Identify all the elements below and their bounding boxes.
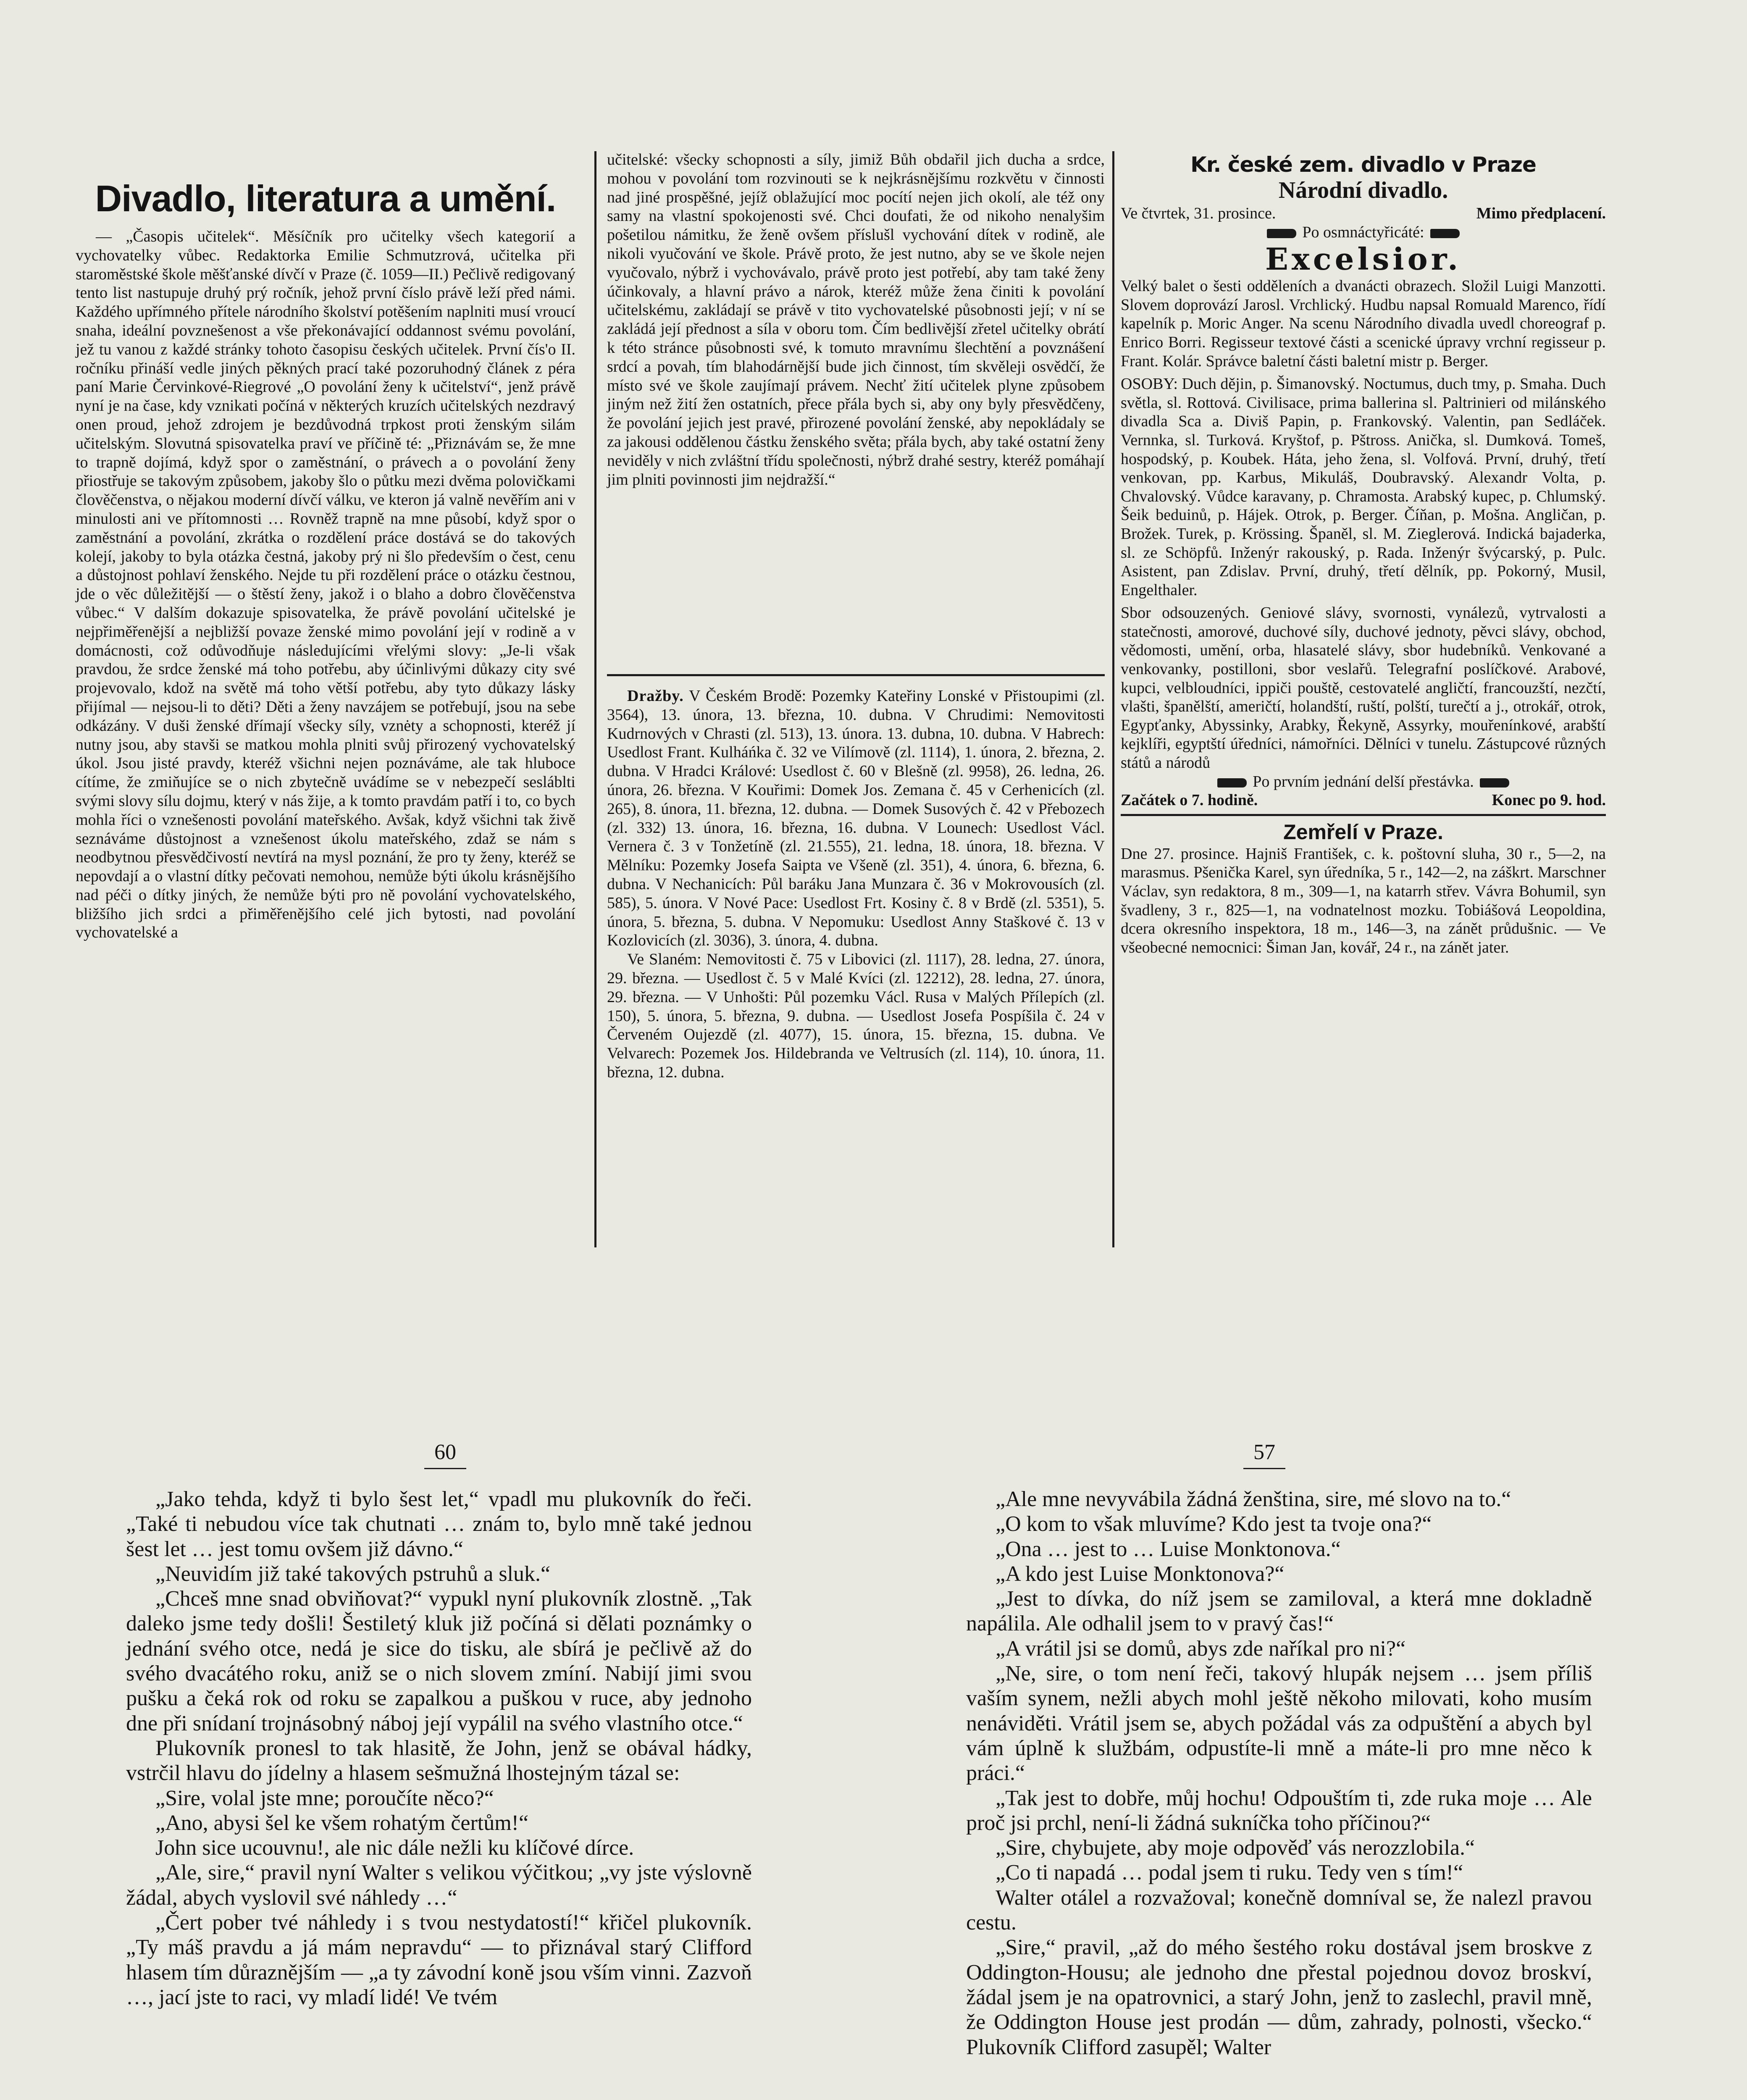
book-paragraph: „Sire,“ pravil, „až do mého šestého roku dostával jsem broskve z Oddington-Housu; ale jednoho dne přestal pojednou dovoz broskví, žádal jsem je na opatrovnici, a starý John, jenž to zaslechl, pravil mně, že Oddington House jest prodán — dům, zahrady, polnosti, všecko.“ Plukovník Clifford zasupěl; Walter [966,1935,1592,2059]
book-paragraph: „Ano, abysi šel ke všem rohatým čertům!“ [155,1811,529,1835]
left-book-page [126,1487,752,2010]
book-paragraph: „Tak jest to dobře, můj hochu! Odpouštím ti, zde ruka moje … Ale proč jsi prchl, není-li žádná sukníčka toho příčinou?“ [966,1786,1592,1835]
right-page-rule [1243,1468,1285,1469]
book-paragraph: „Ale, sire,“ pravil nyní Walter s velikou výčitkou; „vy jste výslovně žádal, abych vyslovil své náhledy …“ [126,1861,752,1910]
book-paragraph: „Neuvidím již také takových pstruhů a sluk.“ [155,1562,551,1586]
premiere-line [1121,223,1606,242]
book-paragraph: „Sire, volal jste mne; poroučíte něco?“ [155,1786,494,1810]
book-paragraph: „Co ti napadá … podal jsem ti ruku. Tedy ven s tím!“ [996,1861,1463,1885]
book-paragraph: „Sire, chybujete, aby moje odpověď vás nerozzlobila.“ [996,1836,1475,1860]
auctions-text: V Českém Brodě: Pozemky Kateřiny Lonské v Přistoupimi (zl. 3564), 13. února, 13. března, 10. dubna. V Chrudimi: Nemovitosti Kudrnových v Chrasti (zl. 513), 13. února. 13. dubna, 10. dubna. V Habrech: Usedlost Frant. Kulháńka č. 32 ve Vilímově (zl. 1114), 1. února, 2. března, 2. dubna. V Hradci Králové: Usedlost č. 60 v Blešně (zl. 9958), 26. ledna, 26. února, 26. března. V Kouřimi: Domek Jos. Zemana č. 45 v Cerhenicích (zl. 265), 8. února, 11. března, 12. dubna. — Domek Susových č. 42 v Přebozech (zl. 332) 13. února, 16. března, 16. dubna. V Lounech: Usedlost Václ. Vernera č. 3 v Tonžetíně (zl. 21.555), 21. ledna, 18. února, 18. března. V Mělníku: Pozemky Josefa Saipta ve Všeně (zl. 351), 4. února, 6. března, 6. dubna. V Nechanicích: Půl baráku Jana Munzara č. 36 v Mokrovousích (zl. 585), 5. února. V Nové Pace: Usedlost Frt. Kosiny č. 8 v Brdě (zl. 5351), 5. února, 5. března, 5. dubna. V Nepomuku: Usedlost Anny Staškové č. 13 v Kozlovicích (zl. 3036), 3. února, 4. dubna. [607,687,1105,950]
right-column [1121,150,1606,957]
book-paragraph: „A vrátil jsi se domů, abys zde naříkal pro ni?“ [996,1636,1406,1661]
book-paragraph: „Jest to dívka, do níž jsem se zamiloval, a která mne dokladně napálila. Ale odhalil jsem to v pravý čas!“ [966,1587,1592,1636]
section-heading: Divadlo, literatura a umění. [95,178,556,219]
performance-info [1121,204,1606,223]
book-paragraph: „Chceš mne snad obviňovat?“ vypukl nyní plukovník zlostně. „Tak daleko jsme tedy došli! Šestiletý kluk již počíná si dělati poznámky o jednání svého otce, nedá je sice do tisku, ale sbírá je pečlivě až do svého dvacátého roku, aniž se o nich slovem zmíní. Nabijí jimi svou pušku a čeká rok od roku se zapalkou a puškou v ruce, aby jednoho dne při snídaní trojnásobný náboj její vypálil na svého vlastního otce.“ [126,1587,752,1735]
deaths-heading: Zemřelí v Praze. [1283,820,1443,844]
play-chorus: Sbor odsouzených. Geniové slávy, svornosti, vynálezů, vytrvalosti a statečnosti, amorové, duchové síly, duchové jednoty, pěvci slávy, obchod, vědomosti, umění, orba, hlasatelé slávy, sbor hudebníků. Venkované a venkovanky, postilloni, sbor veslařů. Telegrafní poslíčkové. Arabové, kupci, velbloudníci, ippiči pouště, cestovatelé angličtí, francouzští, nezčtí, vlašti, španělští, američtí, holandští, ruští, polští, turečtí a j., otrokář, otrok, Egypťanky, Abyssinky, Arabky, Řekyně, Assyrky, mouřenínkové, arabští kejklíři, egyptští úředníci, námořníci. Dělníci v tunelu. Zástupcové různých států a národů [1121,604,1606,772]
theatre-header: Kr. české zem. divadlo v Praze [1190,152,1536,177]
pointing-hand-icon [1267,229,1296,238]
pointing-hand-icon [1217,778,1247,788]
book-paragraph: John sice ucouvnu!, ale nic dále nežli ku klíčové dírce. [155,1836,634,1860]
auctions-text-2: Ve Slaném: Nemovitosti č. 75 v Libovici (zl. 1117), 28. ledna, 27. února, 29. března. — Usedlost č. 5 v Malé Kvíci (zl. 12212), 28. ledna, 27. února, 29. března. — V Unhošti: Půl pozemku Václ. Rusa v Malých Přílepích (zl. 150), 5. února, 5. března, 9. dubna. — Usedlost Josefa Pospíšila č. 24 v Červeném Oujezdě (zl. 4077), 15. února, 15. března, 15. dubna. Ve Velvarech: Pozemek Jos. Hildebranda ve Veltrusích (zl. 114), 10. února, 11. března, 12. dubna. [607,950,1105,1081]
book-paragraph: „O kom to však mluvíme? Kdo jest ta tvoje ona?“ [996,1512,1432,1536]
auctions-section [607,687,1105,1082]
deaths-text: Dne 27. prosince. Hajniš František, c. k. poštovní sluha, 30 r., 5—2, na marasmus. Pšenička Karel, syn úředníka, 5 r., 142—2, na záškrt. Marschner Václav, syn redaktora, 8 m., 309—1, na katarrh střev. Vávra Bohumil, syn švadleny, 3 r., 825—1, na vodnatelnost mozku. Tobiášová Leopoldina, dcera okresního inspektora, 18 m., 146—3, na zánět průdušnic. — Ve všeobecné nemocnici: Šiman Jan, kovář, 24 r., na zánět jater. [1121,845,1606,956]
right-book-page [966,1487,1592,2060]
pointing-hand-icon [1430,229,1460,238]
article-continuation: učitelské: všecky schopnosti a síly, jimiž Bůh obdařil jich ducha a srdce, mohou v povolání tom rozvinouti se k nejkrásnějšímu rozkvětu v činnosti nad jiné prospěšné, jejíž oblažující moc pocítí nejen jich okolí, ale též ony samy na vlastní spokojenosti své. Chci doufati, že od nikoho nenalyšim pošetilou námitku, že ženě ovšem příslušl vychování dítek v rodině, ale nikoli vyučování ve škole. Právě proto, že jest nutno, aby se ve škole nejen vyučovalo, nýbrž i vychovávalo, právě proto jest potřebí, aby tam také ženy účinkovaly, a hlavní právo a nárok, kteréž může žena činiti k povolání učitelskému, zakládají se právě v tito vychovatelské působnosti její; v ní se zakládá její přednost a síla v oboru tom. Čím bedlivější zřetel učitelky obrátí k této stránce působnosti své, k tomuto mravnímu šlechtění a povznášení srdcí a povah, tím blahodárnější bude jich činnost, tím skvěleji osvědčí, že místo své ve škole zaujímají právem. Nechť žití učitelek plyne způsobem jiným než žití žen ostatních, přece přála bych si, aby ony byly přesvědčeny, že povolání jejich jest pravé, přirozené povolání ženské, aby nepokládaly se za jakousi oddělenou částku ženského světa; přála bych, aby také ostatní ženy neviděly v nich zvláštní třídu společnosti, nýbrž drahé sestry, kteréž pomáhají jim plniti povinnosti jim nejdražší.“ [607,151,1105,488]
play-title: Excelsior. [1265,241,1462,277]
auctions-heading: Dražby. [627,687,684,705]
left-page-number: 60 [434,1440,456,1464]
intermission-note: Po prvním jednání delší přestávka. [1253,772,1474,790]
book-paragraph: „Čert pober tvé náhledy i s tvou nestydatostí!“ křičel plukovník. „Ty máš pravdu a já mám nepravdu“ — to přiznával starý Clifford hlasem tím důraznějším — „a ty závodní koně jsou vším vinni. Zazvoň …, jací jste to raci, vy mladí lidé! Ve tvém [126,1911,752,2009]
middle-column [607,150,1105,489]
theatre-name: Národní divadlo. [1278,177,1448,203]
book-paragraph: Plukovník pronesl to tak hlasitě, že John, jenž se obával hádky, vstrčil hlavu do jídelny a hlasem sešmužná lhostejným tázal se: [126,1736,752,1785]
start-time: Začátek o 7. hodině. [1121,791,1258,809]
book-paragraph: „Ne, sire, o tom není řeči, takový hlupák nejsem … jsem příliš vaším synem, nežli abych mohl ještě někoho milovati, koho musím nenáviděti. Vrátil jsem se, abych požádal vás za odpuštění a abych byl vám úplně k službám, odpustíte-li mně a máte-li pro mne něco k práci.“ [966,1662,1592,1785]
intermission-line [1121,772,1606,791]
start-end-times [1121,791,1606,810]
performance-date: Ve čtvrtek, 31. prosince. [1121,205,1276,222]
right-page-number: 57 [1253,1440,1275,1464]
book-paragraph: „Jako tehda, když ti bylo šest let,“ vpadl mu plukovník do řeči. „Také ti nebudou více tak chutnati … znám to, bylo mně také jednou šest let … jest tomu ovšem již dávno.“ [126,1487,752,1561]
column-rule-1 [594,151,596,1247]
left-column [76,178,575,942]
book-paragraph: „A kdo jest Luise Monktonova?“ [996,1562,1285,1586]
book-paragraph: Walter otálel a rozvažoval; konečně domníval se, že nalezl pravou cestu. [966,1885,1592,1935]
theatre-rule [1121,814,1606,816]
auctions-rule [607,674,1105,676]
premiere-note: Po osmnáctyřicáté: [1302,223,1424,241]
column-rule-2 [1112,151,1114,1247]
play-description: Velký balet o šesti odděleních a dvanácti obrazech. Složil Luigi Manzotti. Slovem doprovází Jarosl. Vrchlický. Hudbu napsal Romuald Marenco, řídí kapelník p. Moric Anger. Na scenu Národního divadla uvedl choreograf p. Enrico Borri. Regisseur textové části a scenické úpravy vrchní regisseur p. Frant. Kolár. Správce baletní části baletní mistr p. Berger. [1121,277,1606,370]
pointing-hand-icon [1480,778,1509,788]
subscription-note: Mimo předplacení. [1476,205,1606,222]
book-paragraph: „Ale mne nevyvábila žádná ženština, sire, mé slovo na to.“ [996,1487,1511,1511]
book-paragraph: „Ona … jest to … Luise Monktonova.“ [996,1537,1341,1561]
left-page-rule [424,1468,466,1469]
play-cast: OSOBY: Duch dějin, p. Šimanovský. Noctumus, duch tmy, p. Smaha. Duch světla, sl. Rottová. Civilisace, prima ballerina sl. Paltrinieri od milánského divadla Sca a. Diviš Papin, p. Frankovský. Valentin, pan Sedláček. Vernnka, sl. Turková. Kryštof, p. Pštross. Anička, sl. Dumková. Tomeš, hospodský, p. Koubek. Háta, jeho žena, sl. Volfová. První, druhý, třetí venkovan, pp. Karbus, Mikuláš, Doubravský. Alexandr Volta, p. Chvalovský. Vůdce karavany, p. Chramosta. Arabský kupec, p. Chlumský. Šeik beduinů, p. Hájek. Otrok, p. Berger. Číňan, p. Mošna. Angličan, p. Brožek. Turek, p. Krössing. Španěl, sl. M. Zieglerová. Indická bajaderka, sl. ze Schöpfů. Inženýr rakouský, p. Rada. Inženýr švýcarský, p. Pulc. Asistent, pan Zdislav. První, druhý, třetí dělník, pp. Pokorný, Musil, Engelthaler. [1121,375,1606,599]
end-time: Konec po 9. hod. [1492,791,1606,809]
article-paragraph: — „Časopis učitelek“. Měsíčník pro učitelky všech kategorií a vychovatelky vůbec. Redaktorka Emilie Schmutzrová, učitelka při staroměstské škole měšťanské dívčí v Praze (č. 1059—II.) Pečlivě redigovaný tento list nastupuje druhý prý ročník, jehož první číslo právě leží před námi. Každého upřímného přítele národního školství potěšením naplniti musí vroucí snaha, ideální povznešenost a vše překonávající oddannost svému povolání, jež tu vanou z každé stránky tohoto časopisu českých učitelek. První čís'o II. ročníku přináší vedle jiných pěkných prací také pozoruhodný článek z péra paní Marie Červinkové-Riegrové „O povolání ženy k učitelství“, jenž právě nyní je na čase, kdy vznikati počíná v některých kruzích učitelských nezdravý onen proud, jehož zdrojem je bezdůvodná trpkost proti ženským silám učitelským. Slovutná spisovatelka praví ve příčině té: „Přiznávám se, že mne to trapně dojímá, když spor o zaměstnání, o právech a o povolání ženy přiostřuje se takovým způsobem, jakoby šlo o půtku mezi dvěma polovičkami člověčenstva, o nějakou moderní dívčí válku, ve kteron já valně nevěřím ani v minulosti ani ve přítomnosti … Rovněž trapně na mne působí, když spor o zaměstnání a povolání, zkrátka o rozdělení práce dostává se do takových kolejí, jakoby to byla otázka čestná, jakoby prý ni šlo především o čest, cenu a důstojnost pohlaví ženského. Nejde tu při rozdělení práce o otázku čestnou, jde o věc důležitější — o štěstí ženy, jakož i o blaho a dobro člověčenstva vůbec.“ V dalším dokazuje spisovatelka, že právě povolání učitelské je nejpřiměřenější a nejbližší povaze ženské mimo povolání její v rodině a v domácnosti, což odůvodňuje následujícími vřelými slovy: „Je-li však pravdou, že srdce ženské má toho potřebu, aby účinlivými důkazy city své projevovalo, kdož na světě má toho větší potřebu, aby tyto důkazy lásky přijímal — nejsou-li to děti? Děti a ženy navzájem se potřebují, jsou na sebe odkázány. V duši ženské dřímají všecky síly, vznėty a schopnosti, kteréž jí nutny jsou, aby stavši se matkou mohla plniti svůj přirozený vychovatelský úkol. Jsou jisté pravdy, kteréž všichni nejen poznáváme, ale tak hluboce cítíme, že zmiňujíce se o nich zbytečně uvádíme se v nebezpečí sesláblti svými slovy sílu dojmu, který v nás žije, a k tomto pravdám patří i to, co bych mohla říci o vznešenosti povolání mateřského. Avšak, když všichni tak živě seznáváme důstojnost a vznešenost úkolu mateřského, zdaž se nám s neodbytnou přesvědčivostí nevtírá na mysl poznání, že pro ty ženy, kteréž se nepovdají a o vlastní dítky pečovati nemohou, nemůže býti úkolu krásnějšího nad péči o dítky jiných, že nemůže býti pro ně povolání vychovatelského, bližšího jich srdci a přiměřenějšího celé jich bytosti, nad povolání vychovatelské a [76,228,575,942]
